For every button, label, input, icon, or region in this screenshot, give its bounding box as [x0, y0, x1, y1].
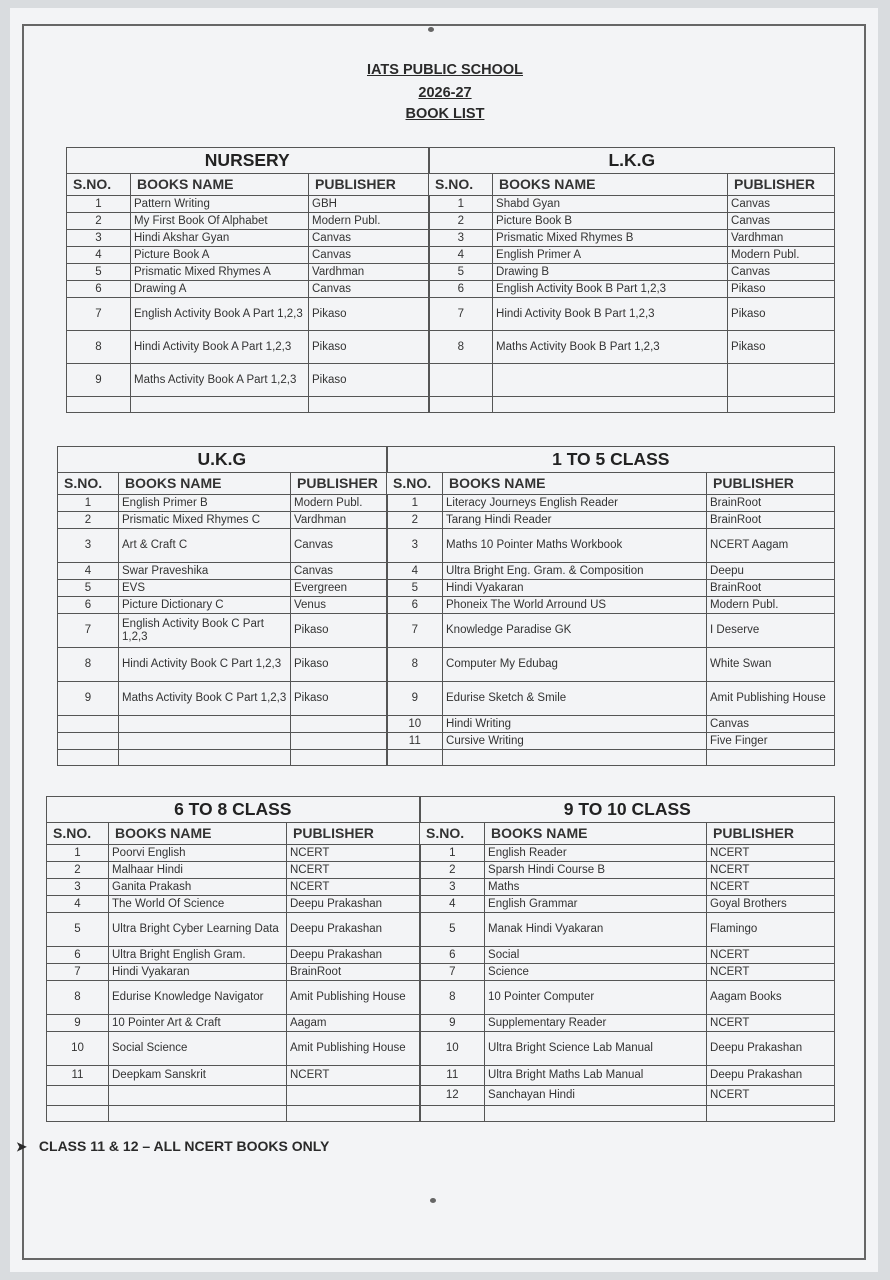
sno-cell: 4 [58, 563, 119, 580]
footer-note-text: CLASS 11 & 12 – ALL NCERT BOOKS ONLY [38, 1138, 330, 1154]
sno-cell: 3 [429, 230, 493, 247]
header-publisher: PUBLISHER [287, 823, 420, 845]
book-name-cell: Supplementary Reader [485, 1015, 707, 1032]
publisher-cell: NCERT [707, 1015, 835, 1032]
publisher-cell: Modern Publ. [309, 213, 429, 230]
book-name-cell: English Grammar [485, 896, 707, 913]
publisher-cell: I Deserve [707, 614, 835, 648]
publisher-cell: Deepu Prakashan [287, 913, 420, 947]
publisher-cell: Modern Publ. [707, 597, 835, 614]
book-name-cell: Literacy Journeys English Reader [443, 495, 707, 512]
table-row [67, 264, 835, 281]
publisher-cell: Canvas [707, 716, 835, 733]
header-sno: S.NO. [429, 174, 493, 196]
sno-cell: 2 [420, 862, 485, 879]
publisher-cell: NCERT [287, 845, 420, 862]
publisher-cell: Canvas [291, 529, 387, 563]
book-name-cell: English Primer A [493, 247, 728, 264]
sno-cell: 8 [387, 648, 443, 682]
book-name-cell: Ganita Prakash [109, 879, 287, 896]
book-name-cell: Pattern Writing [131, 196, 309, 213]
school-name: IATS PUBLIC SCHOOL [366, 62, 523, 78]
sno-cell: 7 [387, 614, 443, 648]
publisher-cell: Canvas [728, 264, 835, 281]
book-name-cell: Ultra Bright Cyber Learning Data [109, 913, 287, 947]
table-row [47, 981, 835, 1015]
table-row [58, 648, 835, 682]
pin-mark-icon [430, 1198, 436, 1203]
pin-mark-icon [428, 27, 434, 32]
book-name-cell: Hindi Vyakaran [109, 964, 287, 981]
book-name-cell: Hindi Activity Book C Part 1,2,3 [119, 648, 291, 682]
publisher-cell: Pikaso [291, 682, 387, 716]
publisher-cell: BrainRoot [287, 964, 420, 981]
publisher-cell: BrainRoot [707, 495, 835, 512]
header-sno: S.NO. [67, 174, 131, 196]
book-name-cell: Hindi Writing [443, 716, 707, 733]
sno-cell: 4 [429, 247, 493, 264]
table-row [47, 964, 835, 981]
book-name-cell: Prismatic Mixed Rhymes B [493, 230, 728, 247]
book-name-cell: Hindi Activity Book B Part 1,2,3 [493, 298, 728, 331]
book-name-cell: Maths Activity Book A Part 1,2,3 [131, 364, 309, 397]
book-name-cell: Phoneix The World Arround US [443, 597, 707, 614]
table-row [47, 947, 835, 964]
header-publisher: PUBLISHER [728, 174, 835, 196]
sno-cell: 2 [67, 213, 131, 230]
table-row [58, 495, 835, 512]
nursery-lkg-body [67, 196, 835, 397]
header-sno: S.NO. [58, 473, 119, 495]
book-name-cell: Drawing A [131, 281, 309, 298]
sno-cell: 4 [47, 896, 109, 913]
publisher-cell: Canvas [728, 213, 835, 230]
book-name-cell: English Activity Book A Part 1,2,3 [131, 298, 309, 331]
table-nursery-lkg [66, 147, 835, 413]
book-name-cell: Maths Activity Book C Part 1,2,3 [119, 682, 291, 716]
table-row [67, 230, 835, 247]
sno-cell: 1 [420, 845, 485, 862]
publisher-cell: Aagam Books [707, 981, 835, 1015]
table-row [47, 845, 835, 862]
book-name-cell: Ultra Bright Eng. Gram. & Composition [443, 563, 707, 580]
publisher-cell: Deepu Prakashan [707, 1066, 835, 1086]
book-name-cell: 10 Pointer Art & Craft [109, 1015, 287, 1032]
book-name-cell: Social Science [109, 1032, 287, 1066]
sno-cell: 4 [67, 247, 131, 264]
book-name-cell: English Reader [485, 845, 707, 862]
book-name-cell: Hindi Vyakaran [443, 580, 707, 597]
sno-cell: 11 [420, 1066, 485, 1086]
book-name-cell: Social [485, 947, 707, 964]
section-title-class6to8: 6 TO 8 CLASS [47, 797, 420, 823]
ukg-class1to5-body [58, 495, 835, 750]
book-name-cell: My First Book Of Alphabet [131, 213, 309, 230]
sno-cell: 11 [47, 1066, 109, 1086]
sno-cell: 10 [420, 1032, 485, 1066]
table-row [47, 896, 835, 913]
publisher-cell [291, 733, 387, 750]
book-name-cell: Ultra Bright Science Lab Manual [485, 1032, 707, 1066]
book-name-cell: Science [485, 964, 707, 981]
publisher-cell: Deepu [707, 563, 835, 580]
book-name-cell [493, 364, 728, 397]
header-books-name: BOOKS NAME [493, 174, 728, 196]
sno-cell [58, 716, 119, 733]
sno-cell: 2 [47, 862, 109, 879]
publisher-cell: NCERT Aagam [707, 529, 835, 563]
book-name-cell: Sanchayan Hindi [485, 1086, 707, 1106]
table-row [67, 364, 835, 397]
book-name-cell: The World Of Science [109, 896, 287, 913]
sno-cell: 7 [58, 614, 119, 648]
sno-cell: 4 [420, 896, 485, 913]
sno-cell: 6 [420, 947, 485, 964]
table-row [67, 196, 835, 213]
table-row [47, 879, 835, 896]
sno-cell: 9 [47, 1015, 109, 1032]
book-name-cell [119, 733, 291, 750]
book-name-cell: Edurise Knowledge Navigator [109, 981, 287, 1015]
publisher-cell: BrainRoot [707, 580, 835, 597]
sno-cell: 6 [58, 597, 119, 614]
book-name-cell: Maths Activity Book B Part 1,2,3 [493, 331, 728, 364]
table-row [58, 614, 835, 648]
sno-cell: 9 [58, 682, 119, 716]
header-books-name: BOOKS NAME [131, 174, 309, 196]
publisher-cell: Goyal Brothers [707, 896, 835, 913]
sno-cell [58, 733, 119, 750]
publisher-cell: NCERT [707, 862, 835, 879]
sno-cell: 3 [67, 230, 131, 247]
publisher-cell: Aagam [287, 1015, 420, 1032]
sno-cell: 8 [429, 331, 493, 364]
sno-cell: 7 [47, 964, 109, 981]
publisher-cell: Pikaso [728, 281, 835, 298]
sno-cell: 1 [429, 196, 493, 213]
header-publisher: PUBLISHER [707, 473, 835, 495]
sno-cell: 2 [429, 213, 493, 230]
sno-cell: 2 [58, 512, 119, 529]
sno-cell: 6 [429, 281, 493, 298]
book-name-cell: Cursive Writing [443, 733, 707, 750]
publisher-cell: Canvas [728, 196, 835, 213]
sno-cell: 8 [58, 648, 119, 682]
book-name-cell: 10 Pointer Computer [485, 981, 707, 1015]
sno-cell: 10 [47, 1032, 109, 1066]
sno-cell: 7 [420, 964, 485, 981]
book-name-cell: Shabd Gyan [493, 196, 728, 213]
book-name-cell: English Primer B [119, 495, 291, 512]
publisher-cell: Flamingo [707, 913, 835, 947]
sno-cell: 10 [387, 716, 443, 733]
sno-cell: 6 [47, 947, 109, 964]
sno-cell: 2 [387, 512, 443, 529]
header-books-name: BOOKS NAME [109, 823, 287, 845]
book-name-cell: Poorvi English [109, 845, 287, 862]
table-row [58, 733, 835, 750]
book-name-cell: Swar Praveshika [119, 563, 291, 580]
publisher-cell: Pikaso [309, 331, 429, 364]
sno-cell: 1 [67, 196, 131, 213]
header-books-name: BOOKS NAME [443, 473, 707, 495]
book-name-cell: Picture Book A [131, 247, 309, 264]
publisher-cell: NCERT [287, 1066, 420, 1086]
sno-cell: 5 [67, 264, 131, 281]
sno-cell: 6 [67, 281, 131, 298]
table-row [58, 716, 835, 733]
publisher-cell: NCERT [707, 964, 835, 981]
publisher-cell: Deepu Prakashan [287, 947, 420, 964]
table-row [47, 862, 835, 879]
sno-cell: 9 [387, 682, 443, 716]
publisher-cell: Canvas [309, 230, 429, 247]
sno-cell: 1 [387, 495, 443, 512]
publisher-cell: Pikaso [291, 614, 387, 648]
section-title-lkg: L.K.G [429, 148, 835, 174]
publisher-cell: Modern Publ. [728, 247, 835, 264]
book-name-cell: EVS [119, 580, 291, 597]
publisher-cell: Five Finger [707, 733, 835, 750]
book-name-cell: Drawing B [493, 264, 728, 281]
publisher-cell: Pikaso [309, 298, 429, 331]
book-name-cell [119, 716, 291, 733]
publisher-cell: Vardhman [291, 512, 387, 529]
book-name-cell: Picture Book B [493, 213, 728, 230]
publisher-cell: Amit Publishing House [707, 682, 835, 716]
header-books-name: BOOKS NAME [485, 823, 707, 845]
publisher-cell: Vardhman [728, 230, 835, 247]
sno-cell: 9 [67, 364, 131, 397]
header-sno: S.NO. [47, 823, 109, 845]
table-row [67, 331, 835, 364]
publisher-cell: Pikaso [309, 364, 429, 397]
book-name-cell: Hindi Akshar Gyan [131, 230, 309, 247]
book-name-cell: Prismatic Mixed Rhymes A [131, 264, 309, 281]
book-name-cell [109, 1086, 287, 1106]
sno-cell: 6 [387, 597, 443, 614]
sno-cell [47, 1086, 109, 1106]
sno-cell: 3 [387, 529, 443, 563]
sno-cell: 8 [47, 981, 109, 1015]
publisher-cell [728, 364, 835, 397]
footer-note [16, 1138, 329, 1155]
book-name-cell: Ultra Bright Maths Lab Manual [485, 1066, 707, 1086]
header-books-name: BOOKS NAME [119, 473, 291, 495]
section-title-class9to10: 9 TO 10 CLASS [420, 797, 835, 823]
book-name-cell: Deepkam Sanskrit [109, 1066, 287, 1086]
publisher-cell: NCERT [707, 1086, 835, 1106]
book-name-cell: English Activity Book B Part 1,2,3 [493, 281, 728, 298]
publisher-cell: NCERT [707, 947, 835, 964]
book-name-cell: English Activity Book C Part 1,2,3 [119, 614, 291, 648]
book-name-cell: Malhaar Hindi [109, 862, 287, 879]
table-row [58, 529, 835, 563]
book-name-cell: Hindi Activity Book A Part 1,2,3 [131, 331, 309, 364]
book-name-cell: Prismatic Mixed Rhymes C [119, 512, 291, 529]
table-row [58, 563, 835, 580]
publisher-cell [287, 1086, 420, 1106]
book-name-cell: Maths 10 Pointer Maths Workbook [443, 529, 707, 563]
sno-cell: 8 [67, 331, 131, 364]
publisher-cell: Canvas [291, 563, 387, 580]
sno-cell [429, 364, 493, 397]
table-row [67, 298, 835, 331]
publisher-cell: BrainRoot [707, 512, 835, 529]
publisher-cell: NCERT [707, 879, 835, 896]
publisher-cell: NCERT [287, 862, 420, 879]
class6to8-class9to10-body [47, 845, 835, 1106]
publisher-cell [291, 716, 387, 733]
publisher-cell: Pikaso [291, 648, 387, 682]
publisher-cell: Canvas [309, 281, 429, 298]
sno-cell: 8 [420, 981, 485, 1015]
sno-cell: 12 [420, 1086, 485, 1106]
table-row [47, 1032, 835, 1066]
publisher-cell: Amit Publishing House [287, 981, 420, 1015]
table-class6to8-class9to10 [46, 796, 835, 1122]
book-name-cell: Ultra Bright English Gram. [109, 947, 287, 964]
publisher-cell: Deepu Prakashan [287, 896, 420, 913]
sno-cell: 3 [58, 529, 119, 563]
sno-cell: 9 [420, 1015, 485, 1032]
publisher-cell: Deepu Prakashan [707, 1032, 835, 1066]
publisher-cell: Modern Publ. [291, 495, 387, 512]
book-name-cell: Maths [485, 879, 707, 896]
publisher-cell: GBH [309, 196, 429, 213]
session-year: 2026-27 [418, 85, 472, 101]
header-publisher: PUBLISHER [309, 174, 429, 196]
book-name-cell: Computer My Edubag [443, 648, 707, 682]
sno-cell: 4 [387, 563, 443, 580]
sno-cell: 1 [58, 495, 119, 512]
sno-cell: 5 [429, 264, 493, 281]
book-name-cell: Manak Hindi Vyakaran [485, 913, 707, 947]
sno-cell: 3 [47, 879, 109, 896]
table-row [47, 1066, 835, 1086]
sno-cell: 5 [420, 913, 485, 947]
book-name-cell: Picture Dictionary C [119, 597, 291, 614]
sno-cell: 5 [387, 580, 443, 597]
arrow-bullet-icon: ➤ [16, 1139, 27, 1154]
publisher-cell: Pikaso [728, 298, 835, 331]
sno-cell: 11 [387, 733, 443, 750]
table-ukg-class1to5 [57, 446, 835, 766]
book-name-cell: Sparsh Hindi Course B [485, 862, 707, 879]
table-row [47, 1086, 835, 1106]
section-title-nursery: NURSERY [67, 148, 429, 174]
book-name-cell: Edurise Sketch & Smile [443, 682, 707, 716]
header-sno: S.NO. [420, 823, 485, 845]
sno-cell: 7 [67, 298, 131, 331]
table-row [58, 597, 835, 614]
table-row [58, 580, 835, 597]
sno-cell: 5 [47, 913, 109, 947]
publisher-cell: NCERT [287, 879, 420, 896]
publisher-cell: White Swan [707, 648, 835, 682]
sno-cell: 7 [429, 298, 493, 331]
sno-cell: 1 [47, 845, 109, 862]
publisher-cell: NCERT [707, 845, 835, 862]
table-row [67, 281, 835, 298]
book-name-cell: Knowledge Paradise GK [443, 614, 707, 648]
book-name-cell: Art & Craft C [119, 529, 291, 563]
publisher-cell: Pikaso [728, 331, 835, 364]
table-row [58, 682, 835, 716]
publisher-cell: Venus [291, 597, 387, 614]
table-row [47, 913, 835, 947]
publisher-cell: Amit Publishing House [287, 1032, 420, 1066]
publisher-cell: Evergreen [291, 580, 387, 597]
sno-cell: 5 [58, 580, 119, 597]
list-title: BOOK LIST [405, 106, 485, 122]
table-row [67, 213, 835, 230]
header-publisher: PUBLISHER [707, 823, 835, 845]
publisher-cell: Canvas [309, 247, 429, 264]
sno-cell: 3 [420, 879, 485, 896]
table-row [47, 1015, 835, 1032]
table-row [58, 512, 835, 529]
publisher-cell: Vardhman [309, 264, 429, 281]
book-name-cell: Tarang Hindi Reader [443, 512, 707, 529]
section-title-ukg: U.K.G [58, 447, 387, 473]
header-publisher: PUBLISHER [291, 473, 387, 495]
header-sno: S.NO. [387, 473, 443, 495]
table-row [67, 247, 835, 264]
section-title-class1to5: 1 TO 5 CLASS [387, 447, 835, 473]
